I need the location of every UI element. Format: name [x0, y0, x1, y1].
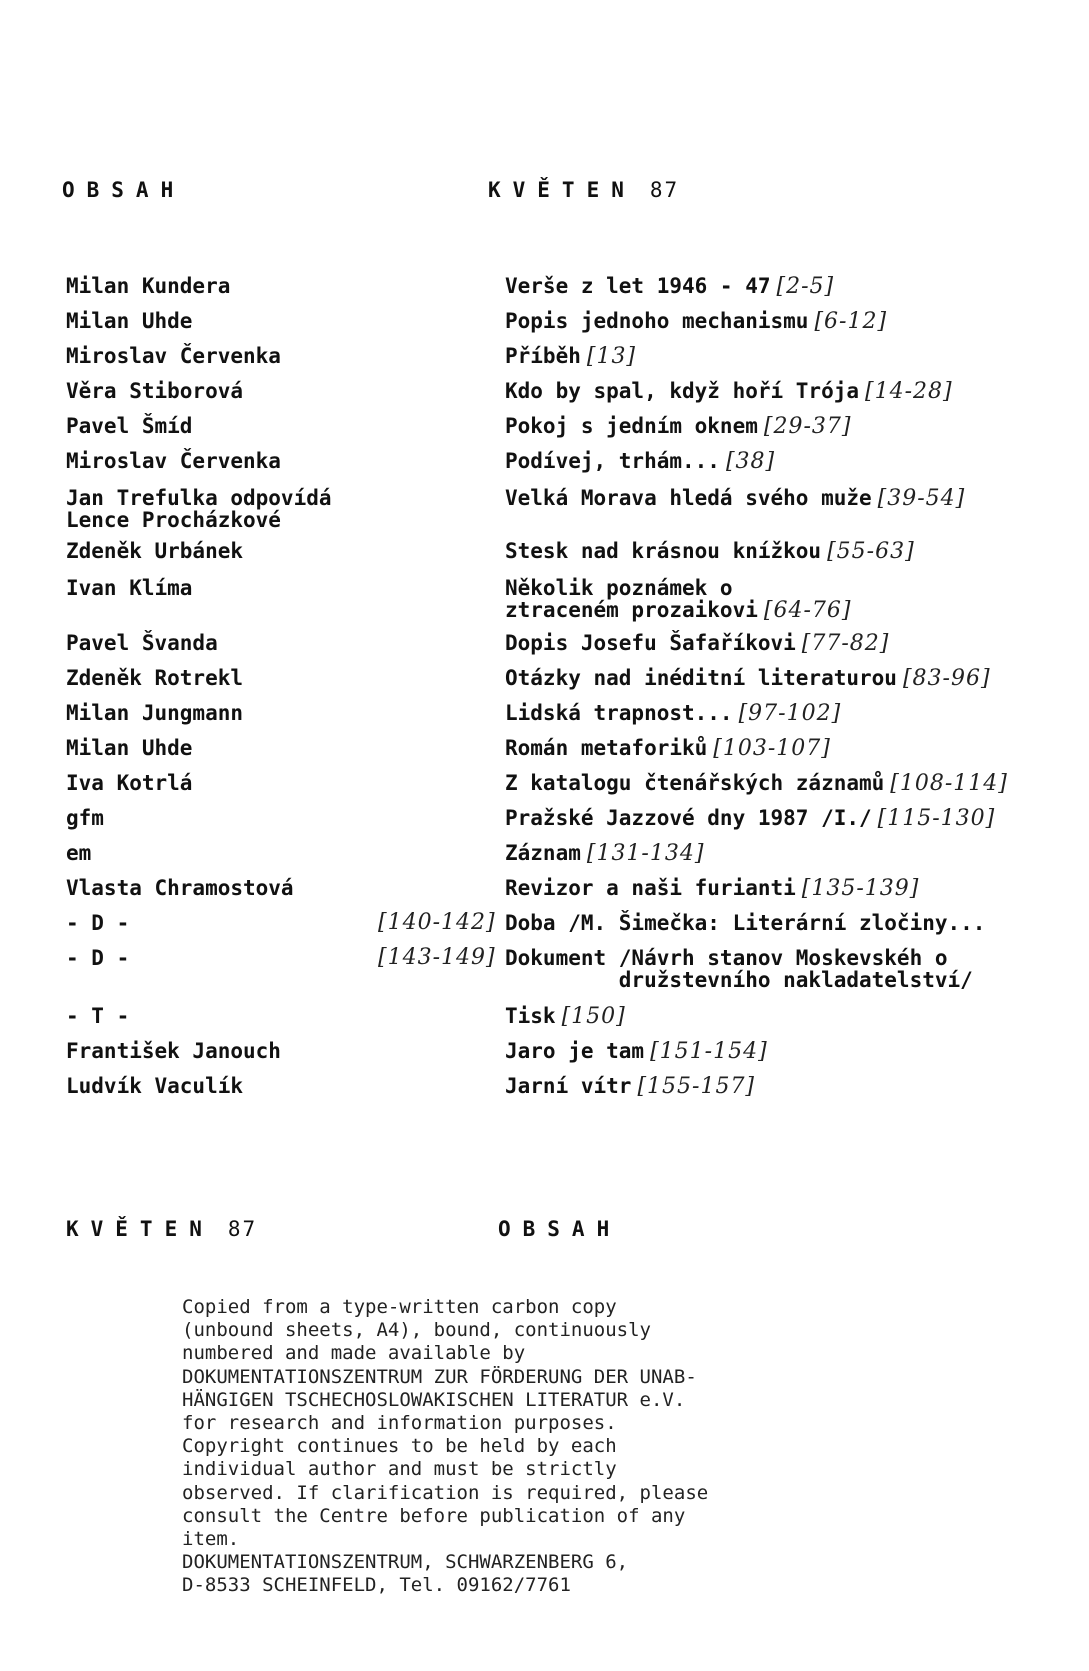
note-line: (unbound sheets, A4), bound, continuously	[182, 1319, 651, 1342]
toc-title	[505, 912, 985, 934]
toc-author: Věra Stiborová	[66, 379, 244, 403]
toc-row	[0, 310, 1089, 344]
toc-pages-handwritten: [108-114]	[890, 771, 1008, 796]
copyright-note-body	[182, 1296, 822, 1551]
toc-title-text: Několik poznámek o ztraceném prozaikovi	[505, 576, 758, 622]
header-bottom-month: KVĚTEN	[66, 1217, 214, 1241]
header-bottom-year: 87	[227, 1217, 258, 1241]
toc-author: Zdeněk Rotrekl	[66, 666, 244, 690]
toc-pages-handwritten: [39-54]	[877, 486, 966, 511]
toc-title	[505, 345, 636, 368]
toc-pages-handwritten: [135-139]	[801, 876, 920, 901]
toc-title-text: Otázky nad inéditní literaturou	[505, 666, 897, 690]
toc-row	[0, 380, 1089, 414]
toc-row	[0, 1075, 1089, 1109]
toc-title	[505, 540, 915, 563]
toc-pages-handwritten: [83-96]	[902, 666, 991, 691]
toc-author: Ivan Klíma	[66, 576, 193, 600]
toc-row	[0, 450, 1089, 484]
toc-title	[505, 1040, 768, 1063]
toc-pages-handwritten: [14-28]	[865, 379, 953, 404]
toc-title	[505, 275, 834, 298]
toc-pages-handwritten: [77-82]	[801, 631, 890, 656]
toc-title-text: Velká Morava hledá svého muže	[505, 486, 872, 510]
toc-title-text: Kdo by spal, když hoří Trója	[505, 379, 860, 403]
toc-row	[0, 772, 1089, 806]
toc-title-text: Popis jednoho mechanismu	[505, 309, 809, 333]
toc-title	[505, 1005, 626, 1028]
toc-row	[0, 912, 1089, 946]
toc-row	[0, 540, 1089, 574]
toc-pages-handwritten: [150]	[561, 1004, 626, 1029]
toc-title	[505, 632, 889, 655]
toc-pages-handwritten: [38]	[725, 449, 776, 474]
header-top-left: OBSAH	[62, 178, 186, 202]
toc-row	[0, 576, 1089, 623]
toc-row	[0, 1005, 1089, 1039]
toc-author: Milan Uhde	[66, 736, 193, 760]
toc-title	[505, 415, 851, 438]
toc-author: Ludvík Vaculík	[66, 1074, 244, 1098]
toc-title-text: Podívej, trhám...	[505, 449, 720, 473]
toc-row	[0, 1040, 1089, 1074]
toc-row	[0, 702, 1089, 736]
toc-title	[505, 842, 704, 865]
header-top-right	[488, 178, 679, 202]
toc-pages-handwritten: [13]	[586, 344, 637, 369]
toc-title-text: Tisk	[505, 1004, 556, 1028]
toc-author: Milan Kundera	[66, 274, 231, 298]
toc-title	[505, 577, 851, 622]
toc-row	[0, 737, 1089, 771]
toc-pages-handwritten: [29-37]	[763, 414, 852, 439]
toc-title-text: Verše z let 1946 - 47	[505, 274, 771, 298]
address-line: D-8533 SCHEINFELD, Tel. 09162/7761	[182, 1574, 571, 1597]
toc-author: Vlasta Chramostová	[66, 876, 294, 900]
note-line: DOKUMENTATIONSZENTRUM ZUR FÖRDERUNG DER UNAB-	[182, 1365, 697, 1388]
toc-author: Iva Kotrlá	[66, 771, 193, 795]
toc-author: Milan Jungmann	[66, 701, 244, 725]
toc-author: František Janouch	[66, 1039, 281, 1063]
header-top-month: KVĚTEN	[488, 178, 636, 202]
toc-author: Pavel Šmíd	[66, 414, 193, 438]
toc-pages-handwritten: [6-12]	[814, 309, 888, 334]
toc-title	[505, 667, 991, 690]
toc-row	[0, 945, 1089, 992]
toc-title-text: Jarní vítr	[505, 1074, 632, 1098]
toc-title-text: Příběh	[505, 344, 581, 368]
note-line: item.	[182, 1528, 240, 1551]
toc-author: - D -	[66, 911, 130, 935]
address-block	[182, 1551, 822, 1597]
toc-pages-handwritten: [55-63]	[827, 539, 915, 564]
toc-pages-handwritten: [103-107]	[713, 736, 831, 761]
toc-title	[505, 450, 775, 473]
toc-row	[0, 275, 1089, 309]
toc-title	[505, 737, 831, 760]
toc-row	[0, 807, 1089, 841]
toc-title	[505, 772, 1008, 795]
toc-row	[0, 486, 1089, 532]
note-line: Copyright continues to be held by each	[182, 1435, 617, 1458]
toc-author: Miroslav Červenka	[66, 344, 281, 368]
toc-title-text: Dopis Josefu Šafaříkovi	[505, 631, 796, 655]
copyright-note	[182, 1296, 822, 1598]
toc-title	[505, 380, 953, 403]
toc-row	[0, 877, 1089, 911]
toc-title-text: Doba /M. Šimečka: Literární zločiny...	[505, 911, 986, 935]
toc-author: gfm	[66, 806, 104, 830]
header-top-year: 87	[649, 178, 680, 202]
toc-author: Milan Uhde	[66, 309, 193, 333]
toc-row	[0, 667, 1089, 701]
toc-author: - D -	[66, 946, 130, 970]
toc-author: Miroslav Červenka	[66, 449, 281, 473]
toc-row	[0, 842, 1089, 876]
note-line: observed. If clarification is required, please	[182, 1481, 709, 1504]
toc-title-text: Pražské Jazzové dny 1987 /I./	[505, 806, 872, 830]
toc-pages-handwritten: [140-142]	[378, 910, 496, 935]
toc-pages-handwritten: [143-149]	[378, 945, 496, 970]
toc-pages-handwritten: [64-76]	[763, 598, 852, 623]
toc-title-text: Jaro je tam	[505, 1039, 645, 1063]
toc-title-text: Záznam	[505, 841, 581, 865]
toc-author: em	[66, 841, 92, 865]
toc-title	[505, 877, 919, 900]
header-bottom-right: OBSAH	[498, 1217, 622, 1241]
toc-row	[0, 345, 1089, 379]
toc-author: Pavel Švanda	[66, 631, 218, 655]
note-line: for research and information purposes.	[182, 1412, 617, 1435]
note-line: numbered and made available by	[182, 1342, 526, 1365]
note-line: consult the Centre before publication of any	[182, 1504, 686, 1527]
toc-pages-handwritten: [131-134]	[586, 841, 705, 866]
toc-pages-handwritten: [151-154]	[650, 1039, 768, 1064]
toc-title-text: Revizor a naši furianti	[505, 876, 796, 900]
toc-title	[505, 1075, 755, 1098]
toc-author: - T -	[66, 1004, 130, 1028]
toc-title-text: Z katalogu čtenářských záznamů	[505, 771, 885, 795]
toc-author: Zdeněk Urbánek	[66, 539, 244, 563]
toc-pages-handwritten: [115-130]	[877, 806, 996, 831]
toc-pages-handwritten: [2-5]	[776, 274, 835, 299]
toc-author: Jan Trefulka odpovídá Lence Procházkové	[66, 486, 332, 532]
toc-title	[505, 310, 887, 333]
toc-title	[505, 947, 973, 991]
toc-title-text: Lidská trapnost...	[505, 701, 733, 725]
toc-row	[0, 415, 1089, 449]
toc-pages-handwritten: [97-102]	[738, 701, 842, 726]
toc-title-text: Román metaforiků	[505, 736, 708, 760]
toc-title-text: Pokoj s jedním oknem	[505, 414, 758, 438]
toc-title	[505, 487, 965, 510]
toc-title	[505, 807, 995, 830]
note-line: individual author and must be strictly	[182, 1458, 617, 1481]
toc-title-text: Stesk nad krásnou knížkou	[505, 539, 822, 563]
note-line: Copied from a type-written carbon copy	[182, 1296, 617, 1318]
address-line: DOKUMENTATIONSZENTRUM, SCHWARZENBERG 6,	[182, 1551, 629, 1574]
toc-title-text: Dokument /Návrh stanov Moskevskéh o družstevního nakladatelství/	[505, 946, 973, 992]
toc-row	[0, 632, 1089, 666]
note-line: HÄNGIGEN TSCHECHOSLOWAKISCHEN LITERATUR e.V.	[182, 1388, 686, 1411]
header-bottom-left	[66, 1217, 257, 1241]
toc-title	[505, 702, 841, 725]
toc-pages-handwritten: [155-157]	[637, 1074, 756, 1099]
